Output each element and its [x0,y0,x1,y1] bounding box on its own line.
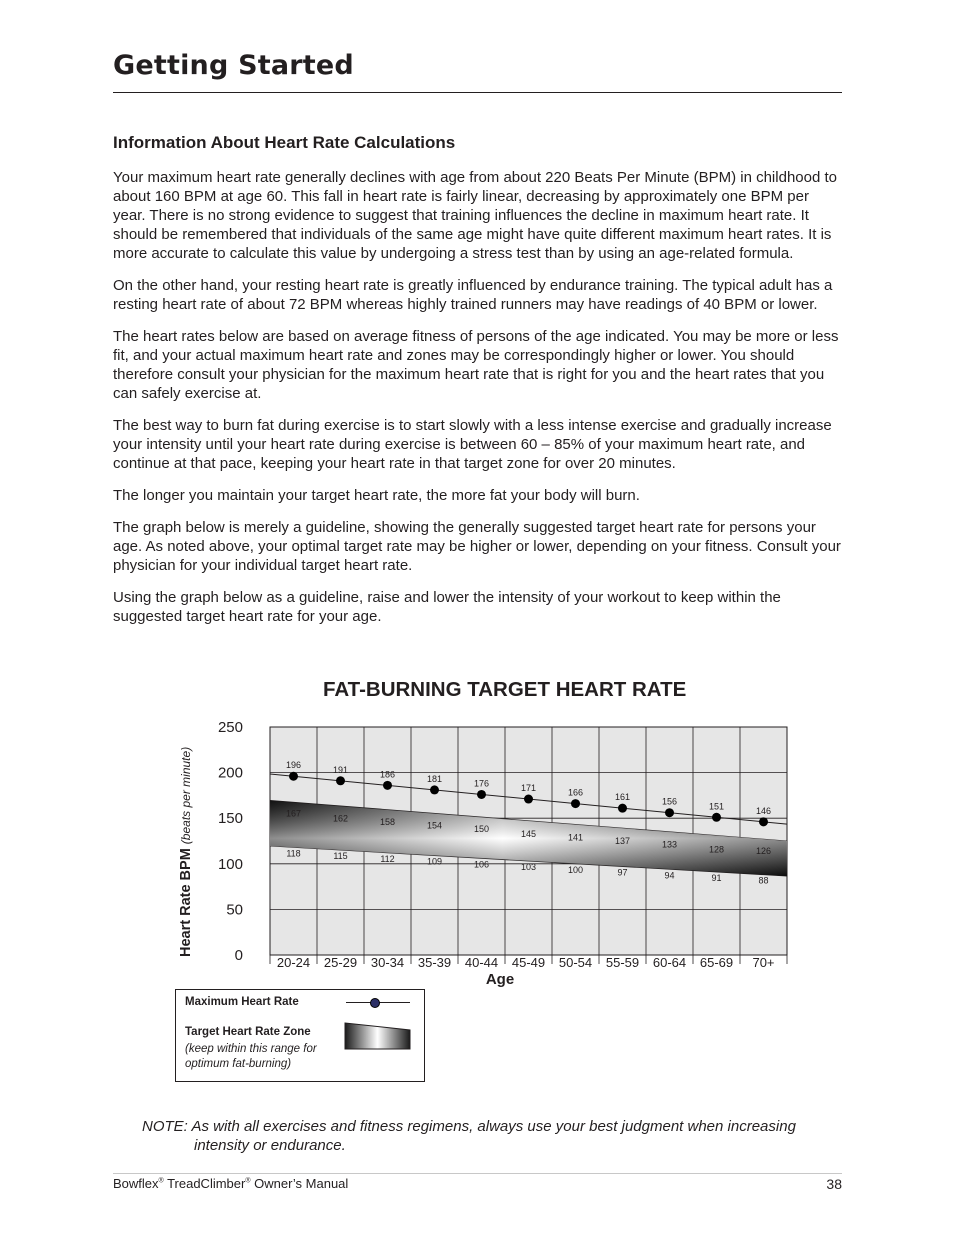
legend-zone-label: Target Heart Rate Zone [185,1026,311,1038]
footer-reg-mark: ® [158,1177,164,1185]
x-tick-label: 50-54 [558,955,593,970]
zone-upper-label: 145 [520,828,537,839]
max-heart-rate-label: 186 [379,769,396,780]
max-heart-rate-point [759,817,768,826]
max-heart-rate-label: 156 [661,796,678,807]
y-axis-label [178,747,194,957]
max-heart-rate-point [289,772,298,781]
legend-zone-swatch [344,1022,412,1050]
max-heart-rate-point [477,790,486,799]
max-heart-rate-point [524,795,533,804]
y-tick-label: 100 [217,855,243,873]
zone-upper-label: 133 [661,839,678,850]
heart-rate-chart [170,712,810,997]
legend-max-marker [370,998,380,1008]
y-tick-label: 0 [234,947,243,964]
x-tick-label: 55-59 [605,955,640,970]
footer-reg-mark-2: ® [245,1177,251,1185]
title-divider [113,92,842,93]
max-heart-rate-label: 191 [332,764,349,775]
max-heart-rate-point [336,776,345,785]
y-axis-label-sub: (beats per minute) [179,746,193,845]
max-heart-rate-label: 151 [708,801,725,812]
max-heart-rate-label: 166 [567,787,584,798]
paragraph-3: The heart rates below are based on average fitness of persons of the age indicated. You may be more or less fit, and your actual maximum heart rate and zones may be correspondingly higher or lower. You should therefore consult your physician for the maximum heart rate that is right for you and the heart rates that you can safely exercise at. [113,328,839,402]
x-tick-label: 70+ [752,955,775,970]
y-tick-label: 250 [217,719,243,736]
footer-divider [113,1173,842,1174]
max-heart-rate-label: 181 [426,773,443,784]
x-tick-label: 35-39 [417,955,452,970]
x-tick-label: 20-24 [276,955,311,970]
paragraph-7: Using the graph below as a guideline, raise and lower the intensity of your workout to keep within the suggested target heart rate for your age. [113,589,781,625]
max-heart-rate-point [665,808,674,817]
body-text [113,168,845,639]
y-tick-label: 150 [217,810,243,828]
zone-upper-label: 137 [614,836,631,847]
legend-zone-note: (keep within this range for optimum fat-burning) [185,1043,317,1070]
max-heart-rate-label: 196 [285,760,302,771]
zone-upper-label: 162 [332,813,349,824]
section-heading: Information About Heart Rate Calculations [113,133,456,152]
zone-upper-label: 126 [755,846,772,857]
max-heart-rate-label: 171 [520,783,537,794]
paragraph-5: The longer you maintain your target heart rate, the more fat your body will burn. [113,487,640,504]
x-tick-label: 30-34 [370,955,405,970]
max-heart-rate-point [618,804,627,813]
max-heart-rate-label: 146 [755,805,772,816]
zone-lower-label: 97 [617,867,628,878]
zone-lower-label: 115 [333,851,348,862]
zone-lower-label: 91 [711,873,722,884]
zone-upper-label: 167 [285,808,302,819]
x-tick-label: 45-49 [511,955,546,970]
chart-legend [175,989,425,1082]
zone-upper-label: 150 [473,824,490,835]
x-tick-label: 60-64 [652,955,687,970]
zone-lower-label: 112 [380,853,395,864]
paragraph-2: On the other hand, your resting heart rate is greatly influenced by endurance training. The typical adult has a resting heart rate of about 72 BPM whereas highly trained runners may have readings of 40 BPM or lower. [113,277,833,313]
paragraph-4: The best way to burn fat during exercise is to start slowly with a less intense exercise and gradually increase your intensity until your heart rate during exercise is between 60 – 85% of your maximum heart rate, and continue at that pace, keeping your heart rate in that target zone for over 20 minutes. [113,417,832,472]
max-heart-rate-point [571,799,580,808]
zone-lower-label: 106 [473,859,490,870]
x-tick-label: 40-44 [464,955,499,970]
paragraph-6: The graph below is merely a guideline, showing the generally suggested target heart rate for persons your age. As noted above, your optimal target rate may be higher or lower, depending on your fitness. Consult your physician for your individual target heart rate. [113,519,841,574]
x-tick-label: 25-29 [323,955,358,970]
zone-lower-label: 118 [286,848,301,859]
footer-suffix: Owner’s Manual [250,1176,349,1191]
zone-upper-label: 141 [567,832,584,843]
legend-max-label: Maximum Heart Rate [185,996,299,1008]
zone-upper-label: 154 [426,820,443,831]
x-tick-label: 65-69 [699,955,734,970]
paragraph-1: Your maximum heart rate generally declines with age from about 220 Beats Per Minute (BPM) in childhood to about 160 BPM at age 60. This fall in heart rate is fairly linear, decreasing by approximately one BPM per year. There is no strong evidence to suggest that training influences the decline in maximum heart rate. It should be remembered that individuals of the same age might have quite different maximum heart rates. It is more accurate to calculate this value by undergoing a stress test than by using an age-related formula. [113,169,837,262]
max-heart-rate-point [712,813,721,822]
zone-upper-label: 128 [708,844,725,855]
max-heart-rate-point [430,785,439,794]
note-text: NOTE: As with all exercises and fitness regimens, always use your best judgment when increasing intensity or endurance. [142,1118,796,1154]
zone-lower-label: 94 [664,870,675,881]
zone-lower-label: 109 [426,856,443,867]
zone-lower-label: 88 [758,875,769,886]
x-axis-label: Age [485,971,515,988]
footer-product: TreadClimber [163,1176,246,1191]
page-title: Getting Started [113,50,354,81]
footer-manual-title [113,1176,348,1191]
zone-lower-label: 103 [520,862,537,873]
page-number: 38 [826,1176,842,1192]
max-heart-rate-point [383,781,392,790]
y-tick-label: 50 [226,901,243,919]
footer-brand: Bowflex [113,1176,159,1191]
max-heart-rate-label: 161 [614,792,631,803]
zone-lower-label: 100 [567,864,584,875]
y-axis-label-main: Heart Rate BPM [178,844,194,957]
max-heart-rate-label: 176 [473,778,490,789]
zone-upper-label: 158 [379,816,396,827]
y-tick-label: 200 [217,764,243,782]
chart-title: FAT-BURNING TARGET HEART RATE [323,678,687,701]
